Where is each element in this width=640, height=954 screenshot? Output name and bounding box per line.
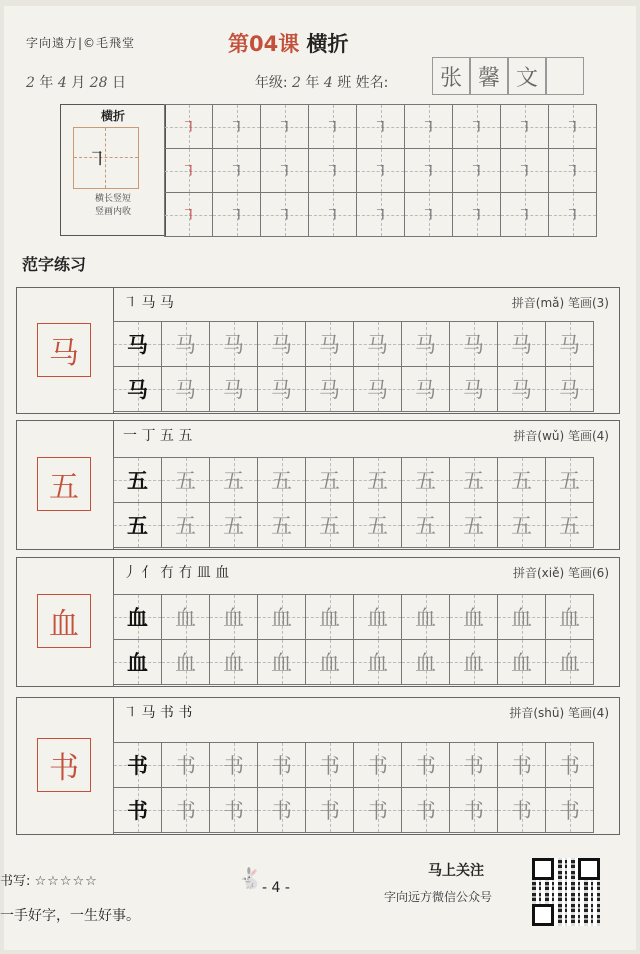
- practice-cell[interactable]: [546, 788, 594, 833]
- stroke-grid-cell[interactable]: [405, 105, 453, 149]
- year-value: 2: [26, 75, 35, 91]
- class-name-label: 班 姓名:: [337, 75, 389, 91]
- practice-cell[interactable]: [546, 367, 594, 412]
- practice-char: 马: [319, 333, 340, 357]
- practice-cell[interactable]: [450, 595, 498, 640]
- practice-char: 马: [367, 378, 388, 402]
- practice-cell[interactable]: [498, 458, 546, 503]
- practice-cell[interactable]: [306, 367, 354, 412]
- page-number: - 4 -: [262, 880, 290, 896]
- model-char: 书: [37, 738, 91, 792]
- practice-cell[interactable]: [546, 743, 594, 788]
- practice-char: 马: [223, 333, 244, 357]
- lesson-topic: 横折: [306, 32, 349, 56]
- practice-cell[interactable]: [402, 322, 450, 367]
- practice-char: 血: [175, 606, 196, 630]
- practice-row: [114, 640, 594, 685]
- wechat-label: 字向远方微信公众号: [384, 890, 493, 904]
- practice-cell[interactable]: [306, 503, 354, 548]
- stroke-glyph: ㇕: [276, 118, 292, 136]
- practice-cell[interactable]: [114, 458, 162, 503]
- stroke-tip-line: 竖画内收: [94, 207, 131, 217]
- practice-char: 马: [511, 333, 532, 357]
- rating-row: [0, 870, 98, 889]
- practice-cell[interactable]: [306, 640, 354, 685]
- stroke-glyph: ㇕: [180, 162, 196, 180]
- practice-char: 马: [463, 333, 484, 357]
- model-char: 五: [37, 457, 91, 511]
- month-label: 月: [71, 75, 86, 91]
- name-boxes: [432, 57, 584, 95]
- practice-cell[interactable]: [306, 322, 354, 367]
- practice-char: 五: [415, 469, 436, 493]
- practice-cell[interactable]: [210, 367, 258, 412]
- practice-char: 五: [463, 514, 484, 538]
- practice-char: 五: [463, 469, 484, 493]
- stroke-grid-row: [165, 105, 597, 149]
- stroke-glyph: ㇕: [468, 162, 484, 180]
- stroke-grid-row: [165, 193, 597, 237]
- practice-cell[interactable]: [114, 322, 162, 367]
- practice-cell[interactable]: [306, 743, 354, 788]
- practice-cell[interactable]: [354, 743, 402, 788]
- practice-cell[interactable]: [450, 367, 498, 412]
- practice-cell[interactable]: [498, 640, 546, 685]
- stroke-glyph: ㇕: [324, 162, 340, 180]
- practice-cell[interactable]: [162, 788, 210, 833]
- stroke-grid-cell[interactable]: [309, 193, 357, 237]
- practice-cell[interactable]: [114, 788, 162, 833]
- follow-label: 马上关注: [428, 863, 484, 879]
- stroke-sequence: 丿 亻 冇 冇 皿 血: [123, 565, 230, 581]
- practice-cell[interactable]: [450, 788, 498, 833]
- grade-value: 2: [292, 75, 301, 91]
- stroke-tips: [61, 193, 165, 219]
- stroke-grid-cell[interactable]: [309, 105, 357, 149]
- lesson-number: 第04课: [228, 32, 300, 56]
- practice-char: 书: [223, 754, 244, 778]
- practice-char: 马: [127, 332, 148, 357]
- practice-char: 五: [175, 469, 196, 493]
- practice-cell[interactable]: [354, 458, 402, 503]
- stroke-grid-cell[interactable]: [501, 193, 549, 237]
- practice-char: 血: [127, 605, 148, 630]
- practice-cell[interactable]: [402, 458, 450, 503]
- stroke-grid-cell[interactable]: [309, 149, 357, 193]
- stroke-grid-cell[interactable]: [165, 193, 213, 237]
- stroke-glyph: ㇕: [420, 118, 436, 136]
- stroke-sequence: ㇕ 马 书 书: [123, 705, 193, 721]
- practice-char: 血: [415, 606, 436, 630]
- day-label: 日: [111, 75, 126, 91]
- stroke-glyph: ㇕: [276, 162, 292, 180]
- practice-row: [114, 743, 594, 788]
- practice-cell[interactable]: [258, 640, 306, 685]
- name-char-box[interactable]: 馨: [470, 57, 508, 95]
- name-char-box[interactable]: [546, 57, 584, 95]
- model-char: 马: [37, 323, 91, 377]
- stroke-grid-cell[interactable]: [501, 149, 549, 193]
- practice-cell[interactable]: [546, 503, 594, 548]
- stroke-grid-cell[interactable]: [453, 149, 501, 193]
- stroke-tip-line: 横长竖短: [94, 194, 131, 204]
- stroke-grid-cell[interactable]: [165, 149, 213, 193]
- practice-cell[interactable]: [210, 322, 258, 367]
- practice-cell[interactable]: [402, 503, 450, 548]
- practice-cell[interactable]: [210, 743, 258, 788]
- practice-char: 血: [559, 606, 580, 630]
- practice-cell[interactable]: [162, 367, 210, 412]
- stroke-grid-cell[interactable]: [261, 105, 309, 149]
- class-value: 4: [323, 75, 333, 91]
- practice-char: 五: [271, 469, 292, 493]
- practice-char: 书: [559, 799, 580, 823]
- stroke-glyph: ㇕: [324, 118, 340, 136]
- stroke-grid-cell[interactable]: [549, 149, 597, 193]
- stroke-grid-cell[interactable]: [213, 105, 261, 149]
- pinyin-strokes: 拼音(mǎ) 笔画(3): [511, 296, 609, 310]
- practice-row: [114, 595, 594, 640]
- practice-cell[interactable]: [258, 788, 306, 833]
- practice-char: 书: [559, 754, 580, 778]
- practice-char: 书: [127, 753, 148, 778]
- practice-char: 五: [511, 469, 532, 493]
- stroke-glyph: ㇕: [324, 206, 340, 224]
- practice-char: 五: [175, 514, 196, 538]
- practice-cell[interactable]: [498, 322, 546, 367]
- pinyin-strokes: 拼音(wǔ) 笔画(4): [513, 429, 609, 443]
- month-value: 4: [57, 75, 67, 91]
- practice-char: 五: [319, 514, 340, 538]
- pinyin-strokes: 拼音(shū) 笔画(4): [509, 706, 609, 720]
- practice-char: 书: [511, 754, 532, 778]
- practice-char: 书: [127, 798, 148, 823]
- char-block: [16, 420, 620, 550]
- lesson-title: [228, 28, 349, 58]
- rating-label: 书写:: [0, 874, 31, 889]
- practice-cell[interactable]: [402, 640, 450, 685]
- practice-char: 马: [127, 377, 148, 402]
- practice-char: 马: [223, 378, 244, 402]
- motto: 一手好字，一生好事。: [0, 908, 140, 924]
- stroke-card-title: 横折: [100, 109, 125, 123]
- practice-grid: [113, 742, 594, 833]
- char-block: [16, 287, 620, 414]
- practice-char: 马: [559, 378, 580, 402]
- practice-cell[interactable]: [354, 503, 402, 548]
- practice-row: [114, 458, 594, 503]
- practice-cell[interactable]: [450, 743, 498, 788]
- practice-char: 书: [415, 799, 436, 823]
- practice-char: 血: [127, 650, 148, 675]
- practice-char: 血: [511, 651, 532, 675]
- practice-cell[interactable]: [354, 367, 402, 412]
- practice-char: 五: [271, 514, 292, 538]
- rabbit-icon: 🐇: [238, 866, 263, 890]
- practice-char: 马: [271, 378, 292, 402]
- qr-finder: [578, 858, 600, 880]
- practice-char: 血: [175, 651, 196, 675]
- name-char-box[interactable]: 文: [508, 57, 546, 95]
- stroke-grid-cell[interactable]: [453, 105, 501, 149]
- practice-char: 血: [223, 651, 244, 675]
- name-char-box[interactable]: 张: [432, 57, 470, 95]
- practice-grid: [113, 594, 594, 685]
- practice-char: 马: [271, 333, 292, 357]
- stroke-glyph: ㇕: [468, 118, 484, 136]
- stroke-sequence: ㇕ 马 马: [123, 295, 174, 311]
- practice-char: 五: [415, 514, 436, 538]
- practice-cell[interactable]: [210, 788, 258, 833]
- practice-char: 马: [511, 378, 532, 402]
- practice-cell[interactable]: [450, 503, 498, 548]
- practice-char: 血: [223, 606, 244, 630]
- practice-char: 书: [223, 799, 244, 823]
- practice-cell[interactable]: [162, 743, 210, 788]
- stroke-grid-cell[interactable]: [261, 149, 309, 193]
- practice-cell[interactable]: [114, 503, 162, 548]
- stroke-glyph: ㇕: [228, 162, 244, 180]
- stroke-glyph: ㇕: [228, 118, 244, 136]
- practice-cell[interactable]: [354, 322, 402, 367]
- practice-char: 五: [223, 469, 244, 493]
- practice-cell[interactable]: [114, 367, 162, 412]
- practice-cell[interactable]: [210, 503, 258, 548]
- day-value: 28: [89, 75, 108, 91]
- rating-stars[interactable]: ☆☆☆☆☆: [34, 874, 98, 889]
- practice-cell[interactable]: [258, 322, 306, 367]
- practice-cell[interactable]: [354, 788, 402, 833]
- practice-char: 马: [463, 378, 484, 402]
- practice-char: 五: [127, 513, 148, 538]
- char-block: [16, 557, 620, 687]
- stroke-glyph: ㇕: [420, 206, 436, 224]
- stroke-grid-cell[interactable]: [405, 193, 453, 237]
- practice-char: 血: [271, 606, 292, 630]
- practice-cell[interactable]: [402, 743, 450, 788]
- practice-row: [114, 788, 594, 833]
- stroke-glyph: ㇕: [564, 118, 580, 136]
- practice-cell[interactable]: [258, 595, 306, 640]
- practice-char: 血: [415, 651, 436, 675]
- date-line: [26, 72, 388, 92]
- practice-cell[interactable]: [546, 322, 594, 367]
- stroke-glyph: ㇕: [372, 206, 388, 224]
- practice-cell[interactable]: [306, 595, 354, 640]
- stroke-grid-cell[interactable]: [213, 149, 261, 193]
- practice-cell[interactable]: [498, 595, 546, 640]
- practice-char: 五: [367, 514, 388, 538]
- stroke-grid-cell[interactable]: [501, 105, 549, 149]
- practice-cell[interactable]: [498, 743, 546, 788]
- practice-cell[interactable]: [258, 367, 306, 412]
- stroke-grid-cell[interactable]: [261, 193, 309, 237]
- stroke-glyph: ㇕: [420, 162, 436, 180]
- practice-cell[interactable]: [162, 595, 210, 640]
- stroke-glyph: ㇕: [516, 206, 532, 224]
- stroke-info-card: [60, 104, 166, 236]
- practice-cell[interactable]: [258, 743, 306, 788]
- practice-char: 书: [463, 754, 484, 778]
- qr-finder: [532, 904, 554, 926]
- practice-char: 血: [511, 606, 532, 630]
- practice-char: 马: [319, 378, 340, 402]
- practice-cell[interactable]: [354, 595, 402, 640]
- stroke-glyph: ㇕: [516, 162, 532, 180]
- practice-grid: [113, 457, 594, 548]
- grade-unit: 年: [305, 75, 320, 91]
- practice-char: 马: [415, 333, 436, 357]
- stroke-grid-cell[interactable]: [357, 149, 405, 193]
- practice-char: 五: [319, 469, 340, 493]
- brand-logo-text: 字向遠方|©毛飛堂: [26, 36, 136, 50]
- practice-cell[interactable]: [162, 640, 210, 685]
- practice-cell[interactable]: [114, 595, 162, 640]
- practice-char: 血: [559, 651, 580, 675]
- practice-char: 血: [271, 651, 292, 675]
- stroke-glyph: ㇕: [228, 206, 244, 224]
- stroke-glyph: ㇕: [372, 118, 388, 136]
- practice-cell[interactable]: [258, 458, 306, 503]
- practice-char: 马: [559, 333, 580, 357]
- stroke-practice-grid: [164, 104, 597, 237]
- practice-cell[interactable]: [402, 367, 450, 412]
- stroke-glyph: ㇕: [468, 206, 484, 224]
- stroke-grid-cell[interactable]: [405, 149, 453, 193]
- practice-char: 血: [463, 651, 484, 675]
- char-block: [16, 697, 620, 835]
- practice-cell[interactable]: [114, 640, 162, 685]
- practice-cell[interactable]: [498, 503, 546, 548]
- practice-cell[interactable]: [498, 367, 546, 412]
- practice-char: 书: [175, 754, 196, 778]
- practice-cell[interactable]: [354, 640, 402, 685]
- practice-row: [114, 503, 594, 548]
- practice-row: [114, 322, 594, 367]
- stroke-glyph: ㇕: [372, 162, 388, 180]
- stroke-grid-cell[interactable]: [357, 193, 405, 237]
- practice-cell[interactable]: [450, 458, 498, 503]
- grade-label: 年级:: [254, 75, 288, 91]
- practice-grid: [113, 321, 594, 412]
- stroke-glyph: ㇕: [180, 118, 196, 136]
- practice-cell[interactable]: [258, 503, 306, 548]
- practice-cell[interactable]: [114, 743, 162, 788]
- practice-char: 书: [463, 799, 484, 823]
- stroke-glyph: ㇕: [276, 206, 292, 224]
- practice-char: 五: [367, 469, 388, 493]
- practice-cell[interactable]: [210, 458, 258, 503]
- practice-char: 书: [511, 799, 532, 823]
- stroke-grid-cell[interactable]: [549, 105, 597, 149]
- practice-char: 书: [271, 799, 292, 823]
- practice-char: 书: [175, 799, 196, 823]
- practice-char: 马: [415, 378, 436, 402]
- practice-char: 血: [319, 651, 340, 675]
- year-label: 年: [39, 75, 54, 91]
- stroke-glyph: ㇕: [564, 206, 580, 224]
- practice-char: 五: [511, 514, 532, 538]
- stroke-glyph: ㇕: [180, 206, 196, 224]
- stroke-sequence: 一 丁 五 五: [123, 428, 193, 444]
- practice-cell[interactable]: [402, 595, 450, 640]
- qr-finder: [532, 858, 554, 880]
- practice-char: 马: [175, 378, 196, 402]
- practice-char: 五: [559, 514, 580, 538]
- practice-char: 书: [367, 799, 388, 823]
- practice-cell[interactable]: [450, 640, 498, 685]
- model-char: 血: [37, 594, 91, 648]
- practice-char: 马: [367, 333, 388, 357]
- stroke-grid-cell[interactable]: [213, 193, 261, 237]
- practice-cell[interactable]: [306, 788, 354, 833]
- practice-cell[interactable]: [210, 595, 258, 640]
- stroke-grid-cell[interactable]: [453, 193, 501, 237]
- practice-char: 五: [223, 514, 244, 538]
- practice-cell[interactable]: [450, 322, 498, 367]
- practice-cell[interactable]: [162, 322, 210, 367]
- practice-cell[interactable]: [546, 595, 594, 640]
- practice-cell[interactable]: [210, 640, 258, 685]
- practice-char: 五: [127, 468, 148, 493]
- practice-cell[interactable]: [402, 788, 450, 833]
- practice-char: 书: [415, 754, 436, 778]
- pinyin-strokes: 拼音(xiě) 笔画(6): [513, 566, 609, 580]
- stroke-grid-row: [165, 149, 597, 193]
- practice-cell[interactable]: [162, 458, 210, 503]
- practice-char: 书: [367, 754, 388, 778]
- practice-cell[interactable]: [546, 458, 594, 503]
- practice-char: 血: [367, 606, 388, 630]
- stroke-demo-glyph: ㇕: [87, 147, 107, 171]
- practice-char: 书: [319, 754, 340, 778]
- practice-char: 五: [559, 469, 580, 493]
- stroke-glyph: ㇕: [516, 118, 532, 136]
- practice-char: 书: [271, 754, 292, 778]
- practice-char: 血: [367, 651, 388, 675]
- stroke-grid-cell[interactable]: [357, 105, 405, 149]
- practice-cell[interactable]: [306, 458, 354, 503]
- qr-code-icon[interactable]: [532, 858, 600, 926]
- practice-char: 血: [319, 606, 340, 630]
- practice-char: 书: [319, 799, 340, 823]
- section-title: 范字练习: [22, 255, 87, 274]
- practice-row: [114, 367, 594, 412]
- practice-cell[interactable]: [546, 640, 594, 685]
- practice-char: 血: [463, 606, 484, 630]
- practice-char: 马: [175, 333, 196, 357]
- practice-cell[interactable]: [162, 503, 210, 548]
- stroke-grid-cell[interactable]: [165, 105, 213, 149]
- practice-cell[interactable]: [498, 788, 546, 833]
- stroke-glyph: ㇕: [564, 162, 580, 180]
- stroke-grid-cell[interactable]: [549, 193, 597, 237]
